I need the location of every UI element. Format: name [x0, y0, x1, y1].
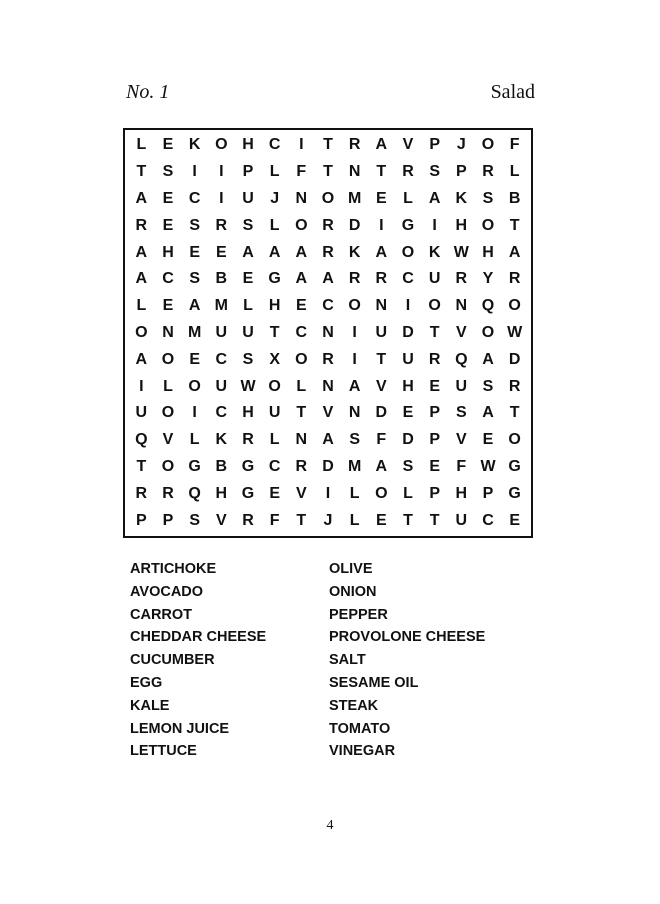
- grid-cell[interactable]: L: [509, 163, 520, 181]
- word-list-item: LEMON JUICE: [130, 720, 230, 737]
- page-number: 4: [326, 818, 334, 833]
- grid-cell[interactable]: N: [455, 297, 468, 315]
- grid-cell[interactable]: Q: [188, 484, 201, 502]
- grid-cell[interactable]: R: [508, 270, 521, 288]
- grid-cell[interactable]: L: [163, 377, 173, 395]
- grid-cell[interactable]: C: [162, 270, 174, 288]
- grid-cell[interactable]: B: [508, 189, 521, 207]
- grid-cell[interactable]: B: [215, 457, 228, 475]
- grid-cell[interactable]: O: [161, 350, 175, 368]
- grid-cell[interactable]: V: [375, 377, 387, 395]
- grid-cell[interactable]: R: [375, 270, 388, 288]
- grid-cell[interactable]: C: [215, 350, 228, 368]
- grid-cell[interactable]: V: [295, 484, 307, 502]
- grid-cell[interactable]: T: [296, 404, 307, 422]
- puzzle-number: No. 1: [126, 81, 170, 103]
- grid-cell[interactable]: U: [242, 323, 254, 341]
- grid-cell[interactable]: A: [135, 243, 148, 261]
- grid-cell[interactable]: I: [405, 297, 411, 315]
- grid-cell[interactable]: R: [242, 431, 254, 449]
- word-list-item: PROVOLONE CHEESE: [329, 629, 486, 646]
- grid-cell[interactable]: L: [349, 511, 360, 529]
- grid-cell[interactable]: F: [509, 136, 520, 154]
- grid-cell[interactable]: L: [269, 163, 280, 181]
- grid-cell[interactable]: T: [403, 511, 413, 529]
- grid-cell[interactable]: L: [243, 297, 253, 315]
- grid-cell[interactable]: A: [295, 270, 308, 288]
- grid-cell[interactable]: D: [402, 323, 414, 341]
- grid-cell[interactable]: C: [482, 511, 494, 529]
- grid-cell[interactable]: V: [162, 431, 174, 449]
- grid-cell[interactable]: N: [295, 189, 308, 207]
- grid-cell[interactable]: N: [375, 297, 388, 315]
- grid-cell[interactable]: E: [269, 484, 280, 502]
- grid-cell[interactable]: C: [215, 404, 228, 422]
- grid-cell[interactable]: A: [135, 350, 148, 368]
- grid-cell[interactable]: W: [507, 323, 523, 341]
- grid-cell[interactable]: A: [135, 270, 148, 288]
- word-list-item: STEAK: [329, 697, 379, 714]
- grid-cell[interactable]: S: [242, 216, 254, 234]
- grid-cell[interactable]: O: [348, 297, 361, 315]
- grid-cell[interactable]: I: [352, 350, 357, 368]
- grid-cell[interactable]: U: [455, 511, 468, 529]
- grid-cell[interactable]: A: [188, 297, 201, 315]
- grid-cell[interactable]: S: [429, 163, 440, 181]
- grid-cell[interactable]: O: [268, 377, 281, 395]
- grid-cell[interactable]: E: [162, 216, 174, 234]
- grid-cell[interactable]: N: [162, 323, 174, 341]
- grid-cell[interactable]: N: [295, 431, 308, 449]
- grid-cell[interactable]: P: [482, 484, 494, 502]
- word-list-item: ONION: [329, 583, 377, 600]
- word-list-item: KALE: [130, 697, 170, 714]
- word-list-item: TOMATO: [329, 720, 391, 737]
- grid-cell[interactable]: C: [268, 136, 281, 154]
- grid-cell[interactable]: L: [189, 431, 200, 449]
- grid-cell[interactable]: R: [295, 457, 308, 475]
- grid-cell[interactable]: A: [375, 136, 388, 154]
- word-list-item: EGG: [130, 674, 163, 691]
- grid-cell[interactable]: U: [268, 404, 281, 422]
- grid-cell[interactable]: V: [215, 511, 227, 529]
- grid-cell[interactable]: H: [402, 377, 414, 395]
- grid-cell[interactable]: E: [509, 511, 520, 529]
- grid-cell[interactable]: W: [480, 457, 496, 475]
- grid-cell[interactable]: S: [189, 511, 200, 529]
- grid-cell[interactable]: T: [376, 163, 387, 181]
- grid-cell[interactable]: L: [136, 297, 147, 315]
- grid-cell[interactable]: P: [429, 404, 440, 422]
- word-list-item: CARROT: [130, 606, 193, 623]
- grid-cell[interactable]: L: [403, 484, 413, 502]
- grid-cell[interactable]: O: [481, 216, 495, 234]
- word-list-left: [130, 558, 266, 763]
- grid-cell[interactable]: E: [429, 377, 440, 395]
- grid-cell[interactable]: U: [455, 377, 468, 395]
- grid-cell[interactable]: S: [482, 377, 494, 395]
- grid-cell[interactable]: R: [135, 484, 148, 502]
- word-list-item: CHEDDAR CHEESE: [130, 629, 267, 646]
- grid-cell[interactable]: D: [322, 457, 334, 475]
- grid-cell[interactable]: U: [242, 189, 254, 207]
- word-list-item: VINEGAR: [329, 743, 396, 760]
- grid-cell[interactable]: N: [322, 323, 334, 341]
- grid-cell[interactable]: S: [189, 270, 200, 288]
- puzzle-title: Salad: [490, 81, 535, 103]
- grid-cell[interactable]: U: [428, 270, 441, 288]
- grid-cell[interactable]: H: [242, 136, 254, 154]
- grid-cell[interactable]: G: [188, 457, 201, 475]
- grid-cell[interactable]: S: [162, 163, 174, 181]
- word-list-item: CUCUMBER: [130, 652, 215, 669]
- grid-cell[interactable]: T: [429, 323, 440, 341]
- grid-cell[interactable]: G: [241, 484, 255, 502]
- grid-cell[interactable]: S: [242, 350, 254, 368]
- grid-cell[interactable]: U: [215, 377, 228, 395]
- grid-cell[interactable]: H: [455, 484, 468, 502]
- grid-cell[interactable]: L: [296, 377, 307, 395]
- grid-cell[interactable]: E: [189, 350, 200, 368]
- grid-cell[interactable]: E: [162, 189, 174, 207]
- grid-cell[interactable]: O: [375, 484, 388, 502]
- grid-cell[interactable]: A: [242, 243, 254, 261]
- grid-cell[interactable]: X: [269, 350, 280, 368]
- grid-cell[interactable]: G: [241, 457, 255, 475]
- grid-cell[interactable]: F: [269, 511, 280, 529]
- grid-cell[interactable]: U: [215, 323, 228, 341]
- grid-cell[interactable]: O: [401, 243, 415, 261]
- grid-cell[interactable]: P: [429, 136, 440, 154]
- grid-cell[interactable]: I: [379, 216, 384, 234]
- grid-cell[interactable]: U: [375, 323, 388, 341]
- grid-cell[interactable]: R: [348, 270, 361, 288]
- grid-cell[interactable]: N: [322, 377, 334, 395]
- word-list-item: AVOCADO: [130, 583, 204, 600]
- grid-cell[interactable]: N: [348, 163, 361, 181]
- grid-cell[interactable]: D: [508, 350, 521, 368]
- grid-cell[interactable]: I: [139, 377, 144, 395]
- word-list-right: [329, 558, 485, 763]
- grid-cell[interactable]: N: [348, 404, 361, 422]
- grid-cell[interactable]: O: [135, 323, 148, 341]
- grid-cell[interactable]: Y: [482, 270, 494, 288]
- grid-cell[interactable]: O: [321, 189, 335, 207]
- grid-cell[interactable]: L: [403, 189, 413, 207]
- word-list-item: LETTUCE: [130, 743, 197, 760]
- grid-cell[interactable]: L: [136, 136, 147, 154]
- grid-cell[interactable]: T: [429, 511, 440, 529]
- grid-cell[interactable]: J: [270, 189, 280, 207]
- grid-cell[interactable]: G: [401, 216, 415, 234]
- grid-cell[interactable]: C: [322, 297, 334, 315]
- grid-cell[interactable]: R: [428, 350, 441, 368]
- grid-cell[interactable]: E: [162, 136, 174, 154]
- grid-cell[interactable]: G: [508, 484, 521, 502]
- grid-cell[interactable]: A: [268, 243, 281, 261]
- grid-cell[interactable]: C: [188, 189, 201, 207]
- grid-cell[interactable]: U: [402, 350, 414, 368]
- grid-cell[interactable]: I: [325, 484, 331, 502]
- grid-cell[interactable]: B: [215, 270, 228, 288]
- grid-cell[interactable]: O: [428, 297, 441, 315]
- grid-cell[interactable]: S: [189, 216, 200, 234]
- grid-cell[interactable]: L: [349, 484, 360, 502]
- grid-cell[interactable]: S: [455, 404, 467, 422]
- grid-cell[interactable]: C: [402, 270, 414, 288]
- word-list-item: ARTICHOKE: [130, 561, 217, 577]
- grid-cell[interactable]: H: [242, 404, 254, 422]
- grid-cell[interactable]: L: [269, 431, 280, 449]
- grid-cell[interactable]: T: [509, 404, 520, 422]
- grid-cell[interactable]: K: [188, 136, 201, 154]
- grid-cell[interactable]: U: [135, 404, 148, 422]
- grid-cell[interactable]: I: [432, 216, 437, 234]
- grid-cell[interactable]: P: [429, 431, 440, 449]
- grid-cell[interactable]: R: [482, 163, 494, 181]
- grid-cell[interactable]: M: [347, 189, 362, 207]
- grid-cell[interactable]: R: [135, 216, 148, 234]
- grid-cell[interactable]: E: [189, 243, 200, 261]
- grid-cell[interactable]: T: [376, 350, 387, 368]
- grid-cell[interactable]: O: [295, 350, 308, 368]
- grid-cell[interactable]: A: [295, 243, 308, 261]
- grid-cell[interactable]: E: [402, 404, 414, 422]
- grid-cell[interactable]: R: [162, 484, 174, 502]
- grid-cell[interactable]: K: [455, 189, 468, 207]
- grid-cell[interactable]: I: [219, 163, 224, 181]
- grid-cell[interactable]: H: [268, 297, 281, 315]
- grid-cell[interactable]: P: [162, 511, 174, 529]
- grid-cell[interactable]: A: [375, 243, 388, 261]
- grid-cell[interactable]: D: [348, 216, 361, 234]
- grid-cell[interactable]: V: [455, 431, 467, 449]
- grid-cell[interactable]: O: [161, 457, 175, 475]
- grid-cell[interactable]: E: [375, 189, 387, 207]
- grid-cell[interactable]: P: [429, 484, 440, 502]
- grid-cell[interactable]: R: [322, 216, 334, 234]
- grid-cell[interactable]: R: [455, 270, 468, 288]
- grid-cell[interactable]: O: [188, 377, 201, 395]
- grid-cell[interactable]: R: [322, 243, 334, 261]
- grid-cell[interactable]: S: [349, 431, 360, 449]
- grid-cell[interactable]: Q: [481, 297, 495, 315]
- grid-cell[interactable]: I: [192, 404, 197, 422]
- grid-cell[interactable]: G: [508, 457, 521, 475]
- grid-cell[interactable]: K: [215, 431, 228, 449]
- grid-cell[interactable]: D: [402, 431, 414, 449]
- grid-cell[interactable]: T: [509, 216, 520, 234]
- grid-cell[interactable]: E: [215, 243, 227, 261]
- grid-cell[interactable]: V: [322, 404, 334, 422]
- grid-cell[interactable]: Q: [135, 431, 148, 449]
- grid-cell[interactable]: P: [135, 511, 147, 529]
- grid-cell[interactable]: O: [295, 216, 308, 234]
- grid-cell[interactable]: A: [348, 377, 361, 395]
- grid-cell[interactable]: F: [376, 431, 387, 449]
- grid-cell[interactable]: O: [508, 431, 521, 449]
- grid-cell[interactable]: O: [481, 323, 495, 341]
- grid-cell[interactable]: A: [482, 350, 494, 368]
- word-list-item: PEPPER: [329, 606, 388, 623]
- grid-cell[interactable]: P: [242, 163, 254, 181]
- grid-cell[interactable]: K: [348, 243, 361, 261]
- grid-cell[interactable]: W: [240, 377, 256, 395]
- grid-cell[interactable]: S: [482, 189, 494, 207]
- grid-cell[interactable]: O: [481, 136, 495, 154]
- grid-cell[interactable]: D: [375, 404, 388, 422]
- grid-cell[interactable]: I: [192, 163, 197, 181]
- grid-cell[interactable]: E: [295, 297, 307, 315]
- grid-cell[interactable]: E: [162, 297, 174, 315]
- grid-cell[interactable]: E: [429, 457, 440, 475]
- grid-cell[interactable]: A: [482, 404, 494, 422]
- grid-cell[interactable]: A: [135, 189, 148, 207]
- grid-cell[interactable]: R: [215, 216, 228, 234]
- grid-cell[interactable]: T: [136, 457, 147, 475]
- grid-cell[interactable]: A: [375, 457, 388, 475]
- grid-cell[interactable]: T: [296, 511, 307, 529]
- grid-cell[interactable]: V: [402, 136, 414, 154]
- word-list-item: SESAME OIL: [329, 674, 419, 691]
- grid-cell[interactable]: Q: [455, 350, 468, 368]
- grid-cell[interactable]: I: [219, 189, 224, 207]
- grid-cell[interactable]: M: [187, 323, 202, 341]
- grid-cell[interactable]: L: [269, 216, 280, 234]
- grid-cell[interactable]: A: [428, 189, 441, 207]
- grid-cell[interactable]: I: [299, 136, 304, 154]
- grid-cell[interactable]: C: [295, 323, 308, 341]
- grid-cell[interactable]: H: [162, 243, 174, 261]
- grid-cell[interactable]: H: [455, 216, 468, 234]
- grid-cell[interactable]: K: [428, 243, 441, 261]
- grid-cell[interactable]: O: [161, 404, 175, 422]
- grid-cell[interactable]: R: [508, 377, 521, 395]
- grid-cell[interactable]: T: [269, 323, 280, 341]
- grid-cell[interactable]: T: [323, 163, 333, 181]
- grid-cell[interactable]: H: [482, 243, 494, 261]
- grid-cell[interactable]: R: [322, 350, 334, 368]
- grid-cell[interactable]: O: [508, 297, 521, 315]
- grid-cell[interactable]: W: [453, 243, 469, 261]
- word-list-item: OLIVE: [329, 561, 373, 577]
- grid-cell[interactable]: A: [322, 431, 334, 449]
- grid-cell[interactable]: J: [323, 511, 333, 529]
- grid-cell[interactable]: E: [375, 511, 387, 529]
- grid-cell[interactable]: R: [242, 511, 254, 529]
- grid-cell[interactable]: A: [322, 270, 334, 288]
- grid-cell[interactable]: R: [402, 163, 414, 181]
- grid-cell[interactable]: S: [402, 457, 414, 475]
- grid-cell[interactable]: I: [352, 323, 357, 341]
- grid-cell[interactable]: T: [136, 163, 147, 181]
- grid-cell[interactable]: P: [455, 163, 467, 181]
- grid-cell[interactable]: G: [268, 270, 281, 288]
- grid-cell[interactable]: H: [215, 484, 228, 502]
- grid-cell[interactable]: C: [268, 457, 281, 475]
- letter-grid: [123, 128, 533, 538]
- grid-cell[interactable]: A: [508, 243, 521, 261]
- grid-cell[interactable]: J: [456, 136, 466, 154]
- grid-cell[interactable]: V: [455, 323, 467, 341]
- grid-cell[interactable]: T: [323, 136, 333, 154]
- grid-cell[interactable]: R: [348, 136, 361, 154]
- grid-cell[interactable]: E: [242, 270, 254, 288]
- grid-cell[interactable]: F: [296, 163, 307, 181]
- grid-cell[interactable]: M: [347, 457, 362, 475]
- grid-cell[interactable]: F: [456, 457, 467, 475]
- grid-cell[interactable]: O: [215, 136, 228, 154]
- grid-cell[interactable]: E: [482, 431, 494, 449]
- grid-cell[interactable]: M: [214, 297, 228, 315]
- word-list-item: SALT: [329, 652, 366, 669]
